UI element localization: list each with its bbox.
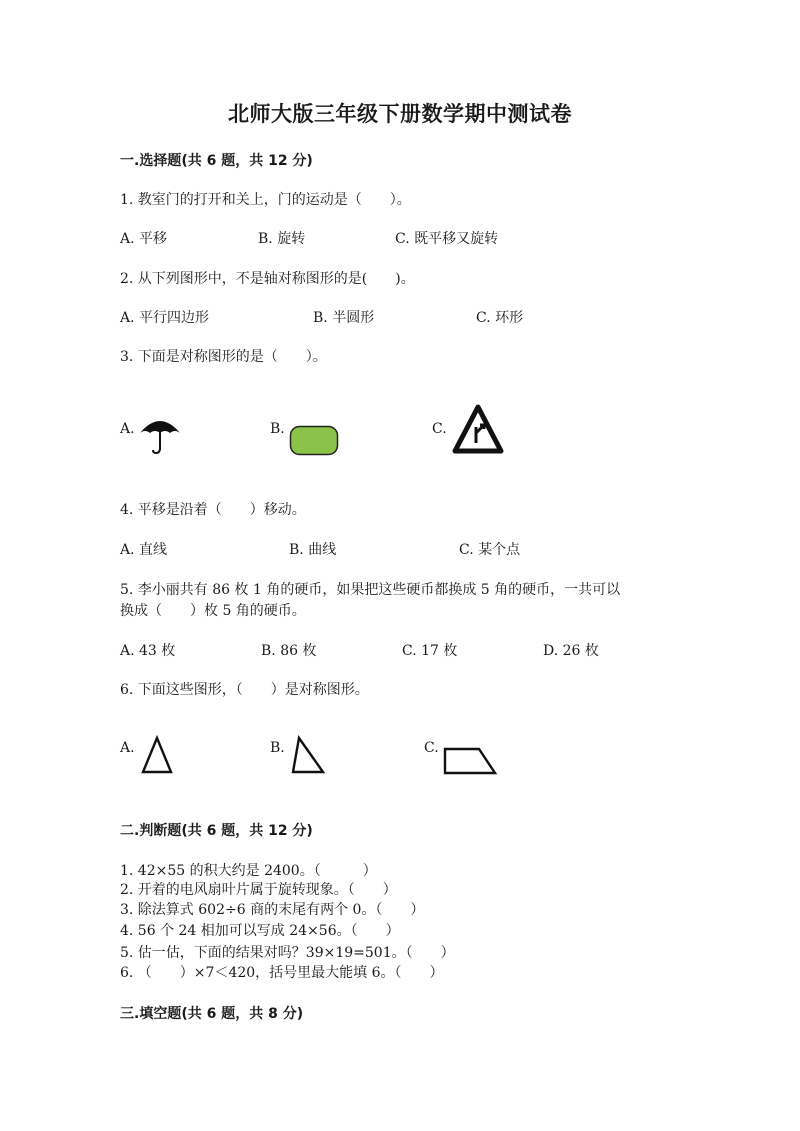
q6-option-b: B. — [270, 740, 285, 756]
isosceles-triangle-icon — [140, 735, 174, 775]
question-4: 4. 平移是沿着（ ）移动。 — [120, 502, 306, 518]
q3-option-b: B. — [270, 421, 285, 437]
judge-item-6: 6. （ ）×7＜420，括号里最大能填 6。（ ） — [120, 965, 444, 981]
q2-option-c: C. 环形 — [476, 310, 524, 326]
q2-option-a: A. 平行四边形 — [120, 310, 210, 326]
judge-item-1: 1. 42×55 的积大约是 2400。（ ） — [120, 863, 377, 879]
trapezoid-icon — [441, 745, 499, 777]
q3-option-c: C. — [432, 421, 447, 437]
judge-item-4: 4. 56 个 24 相加可以写成 24×56。（ ） — [120, 923, 400, 939]
q6-option-c: C. — [424, 740, 439, 756]
q4-option-c: C. 某个点 — [459, 542, 521, 558]
scalene-triangle-icon — [290, 735, 326, 775]
warning-sign-icon — [452, 403, 504, 455]
judge-item-2: 2. 开着的电风扇叶片属于旋转现象。（ ） — [120, 882, 397, 898]
q4-option-a: A. 直线 — [120, 542, 168, 558]
judge-item-3: 3. 除法算式 602÷6 商的末尾有两个 0。（ ） — [120, 902, 425, 918]
q5-option-c: C. 17 枚 — [402, 643, 458, 659]
question-2: 2. 从下列图形中，不是轴对称图形的是( )。 — [120, 271, 415, 287]
section-heading-fill: 三.填空题(共 6 题，共 8 分) — [120, 1006, 304, 1022]
question-3: 3. 下面是对称图形的是（ ）。 — [120, 349, 327, 365]
q5-option-b: B. 86 枚 — [261, 643, 317, 659]
q1-option-a: A. 平移 — [120, 231, 168, 247]
q5-option-d: D. 26 枚 — [543, 643, 599, 659]
question-6: 6. 下面这些图形，（ ）是对称图形。 — [120, 682, 369, 698]
question-5-line-2: 换成（ ）枚 5 角的硬币。 — [120, 603, 306, 619]
rounded-rectangle-icon — [289, 425, 339, 457]
q1-option-c: C. 既平移又旋转 — [395, 231, 499, 247]
q3-option-a: A. — [120, 421, 135, 437]
q1-option-b: B. 旋转 — [258, 231, 306, 247]
question-1: 1. 教室门的打开和关上，门的运动是（ ）。 — [120, 192, 411, 208]
umbrella-icon — [138, 411, 182, 455]
page-title: 北师大版三年级下册数学期中测试卷 — [228, 102, 572, 126]
q6-option-a: A. — [120, 740, 135, 756]
section-heading-choice: 一.选择题(共 6 题，共 12 分) — [120, 153, 313, 169]
q4-option-b: B. 曲线 — [289, 542, 337, 558]
judge-item-5: 5. 估一估，下面的结果对吗？39×19=501。（ ） — [120, 945, 455, 961]
q5-option-a: A. 43 枚 — [120, 643, 176, 659]
question-5-line-1: 5. 李小丽共有 86 枚 1 角的硬币，如果把这些硬币都换成 5 角的硬币，一共可以 — [120, 582, 621, 598]
section-heading-judge: 二.判断题(共 6 题，共 12 分) — [120, 823, 313, 839]
q2-option-b: B. 半圆形 — [313, 310, 375, 326]
